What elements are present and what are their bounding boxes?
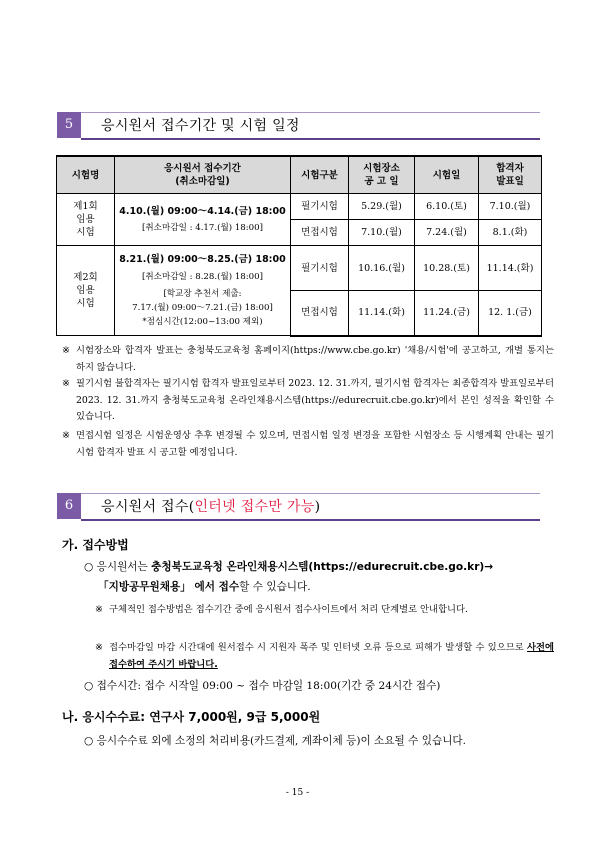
section-rule-bottom	[81, 519, 540, 521]
note-text: 구체적인 접수방법은 접수기간 중에 응시원서 접수사이트에서 처리 단계별로 안내합니다.	[109, 604, 468, 615]
header-date: 시험일	[415, 156, 479, 194]
round2-name-line2: 임용	[76, 285, 95, 296]
round2-written-notice: 10.16.(월)	[349, 246, 415, 291]
round1-written-date: 6.10.(토)	[415, 194, 479, 220]
round2-interview-date: 11.24.(금)	[415, 291, 479, 336]
section-rule-bottom	[81, 138, 540, 140]
round1-name	[57, 194, 115, 246]
note-mark: ※	[95, 604, 103, 615]
round2-lunch-note: *점심시간(12:00~13:00 제외)	[142, 316, 263, 327]
method-subnote-1	[95, 601, 554, 618]
header-notice	[349, 156, 415, 194]
header-result-line2: 발표일	[496, 176, 524, 187]
note-mark: ※	[62, 378, 70, 389]
header-exam: 시험명	[57, 156, 115, 194]
method-bullet-1	[84, 558, 493, 576]
round2-written-type: 필기시험	[291, 246, 349, 291]
section-title: 응시원서 접수기간 및 시험 일정	[101, 118, 300, 134]
note-text: 필기시험 불합격자는 필기시험 합격자 발표일로부터 2023. 12. 31.까지, 필기시험 합격자는 최종합격자 발표일로부터 2023. 12. 31.까지 충청북도교육청 온라인채용시스템(https://edurecruit.cbe.go.kr)에서 본인 성적을 확인할 수 있습니다.	[76, 378, 554, 422]
round2-interview-notice: 11.14.(화)	[349, 291, 415, 336]
page-number: - 15 -	[285, 788, 310, 798]
note-emphasis: 사전에 접수하여 주시기 바랍니다.	[109, 642, 554, 670]
round1-written-type: 필기시험	[291, 194, 349, 220]
header-notice-line1: 시험장소	[363, 163, 400, 174]
round2-period-text: 8.21.(월) 09:00～8.25.(금) 18:00	[119, 253, 286, 265]
section-title-prefix: 응시원서 접수(	[101, 499, 195, 515]
round2-interview-result: 12. 1.(금)	[479, 291, 542, 336]
bullet-bold-text: 충청북도교육청 온라인채용시스템(https://edurecruit.cbe.go.kr)→	[151, 561, 494, 573]
header-result-line1: 합격자	[496, 163, 524, 174]
bullet-text: 할 수 있습니다.	[239, 581, 311, 593]
method-heading: 가. 접수방법	[62, 538, 129, 552]
table-row	[57, 194, 542, 220]
header-period	[115, 156, 291, 194]
section-number: 6	[57, 493, 81, 519]
section-6-header	[57, 493, 540, 521]
round2-written-date: 10.28.(토)	[415, 246, 479, 291]
note-item	[62, 343, 554, 376]
header-type: 시험구분	[291, 156, 349, 194]
round1-cancel-text: [취소마감일 : 4.17.(월) 18:00]	[142, 222, 263, 233]
table-row	[57, 246, 542, 291]
round1-name-line2: 임용	[76, 214, 95, 225]
section-title	[101, 496, 320, 516]
round1-interview-date: 7.24.(월)	[415, 220, 479, 246]
bullet-bold-text: 「지방공무원채용」 에서 접수	[98, 581, 240, 593]
exam-schedule-table	[56, 155, 542, 337]
section-title-suffix: )	[314, 499, 321, 515]
round1-period	[115, 194, 291, 246]
round2-period	[115, 246, 291, 336]
round1-name-line1: 제1회	[73, 201, 98, 212]
round2-recommend-line1: [학교장 추천서 제출:	[163, 288, 242, 299]
round2-name-line1: 제2회	[73, 272, 98, 283]
section-rule-top	[81, 112, 540, 113]
round2-interview-type: 면접시험	[291, 291, 349, 336]
round1-interview-type: 면접시험	[291, 220, 349, 246]
header-period-line1: 응시원서 접수기간	[164, 163, 241, 174]
method-bullet-1-cont	[98, 578, 311, 596]
bullet-text: ○ 응시원서는	[84, 561, 152, 573]
note-item	[62, 376, 554, 426]
note-mark: ※	[95, 642, 103, 653]
table-header-row	[57, 156, 542, 194]
section-5-header	[57, 112, 540, 140]
round2-name-line3: 시험	[76, 298, 95, 309]
note-text: 면접시험 일정은 시험운영상 추후 변경될 수 있으며, 면접시험 일정 변경을 포함한 시험장소 등 시행계획 안내는 필기시험 합격자 발표 시 공고할 예정입니다.	[76, 430, 554, 458]
round2-recommend-line2: 7.17.(월) 09:00～7.21.(금) 18:00]	[132, 302, 273, 313]
round1-name-line3: 시험	[76, 227, 95, 238]
section-rule-top	[81, 493, 540, 494]
round1-interview-result: 8.1.(화)	[479, 220, 542, 246]
round2-cancel-text: [취소마감일 : 8.28.(월) 18:00]	[142, 271, 263, 282]
section-number: 5	[57, 112, 81, 138]
section-title-highlight: 인터넷 접수만 가능	[194, 499, 315, 515]
header-notice-line2: 공 고 일	[364, 176, 399, 187]
header-period-line2: (취소마감일)	[175, 176, 230, 187]
header-result	[479, 156, 542, 194]
note-text: 접수마감일 마감 시간대에 원서접수 시 지원자 폭주 및 인터넷 오류 등으로 피해가 발생할 수 있으므로	[109, 642, 528, 653]
round1-written-result: 7.10.(월)	[479, 194, 542, 220]
note-mark: ※	[62, 345, 70, 356]
note-item	[62, 428, 554, 461]
fee-bullet: ○ 응시수수료 외에 소정의 처리비용(카드결제, 계좌이체 등)이 소요될 수 있습니다.	[84, 735, 467, 747]
round1-interview-notice: 7.10.(월)	[349, 220, 415, 246]
method-bullet-2: ○ 접수시간: 접수 시작일 09:00 ~ 접수 마감일 18:00(기간 중 24시간 접수)	[84, 680, 441, 692]
round1-written-notice: 5.29.(월)	[349, 194, 415, 220]
method-subnote-2	[95, 639, 554, 673]
round2-name	[57, 246, 115, 336]
round1-period-text: 4.10.(월) 09:00～4.14.(금) 18:00	[119, 205, 286, 217]
note-text: 시험장소와 합격자 발표는 충청북도교육청 홈페이지(https://www.cbe.go.kr) '채용/시험'에 공고하고, 개별 통지는 하지 않습니다.	[76, 345, 554, 373]
round2-written-result: 11.14.(화)	[479, 246, 542, 291]
fee-heading: 나. 응시수수료: 연구사 7,000원, 9급 5,000원	[62, 710, 321, 724]
note-mark: ※	[62, 430, 70, 441]
